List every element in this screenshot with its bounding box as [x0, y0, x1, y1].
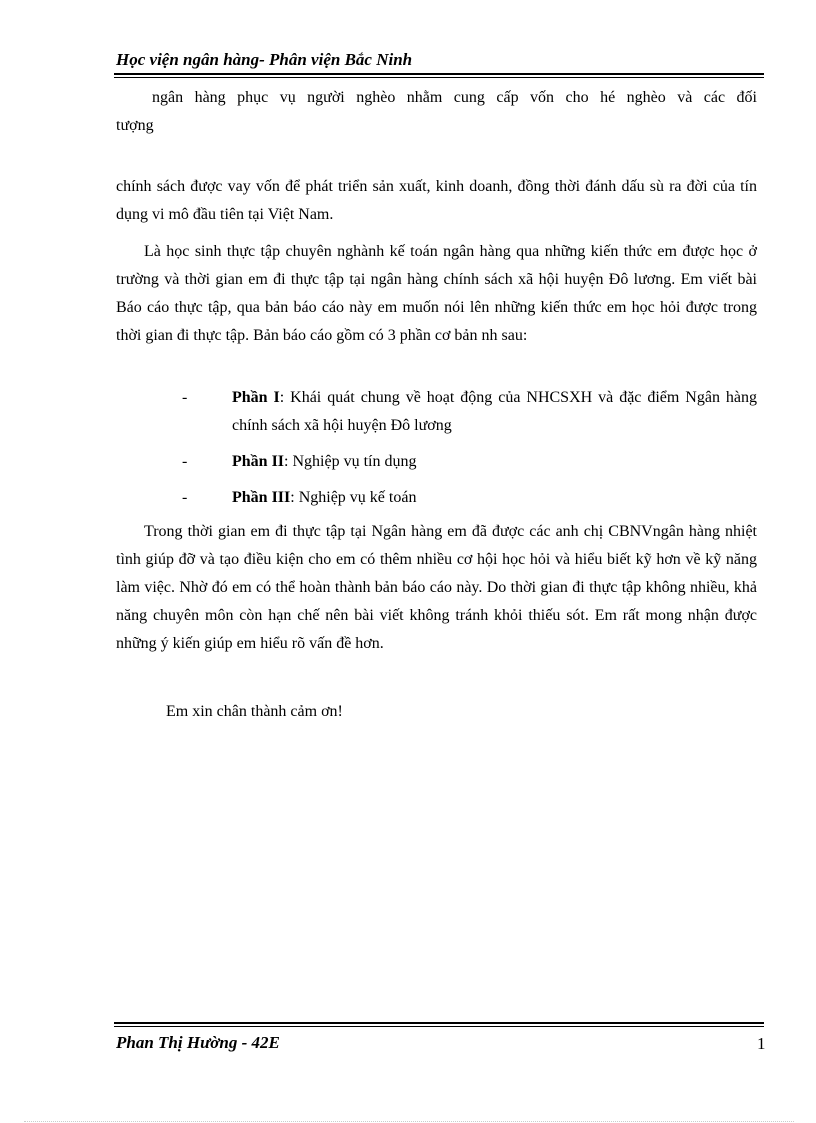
paragraph-3: [116, 238, 757, 350]
paragraph-5: [116, 698, 757, 726]
paragraph-1-line-2: tượng: [116, 117, 154, 134]
paragraph-4: [116, 518, 757, 658]
closing-line: Em xin chân thành cảm ơn!: [166, 703, 343, 720]
paragraph-3-text: Là học sinh thực tập chuyên nghành kế toán ngân hàng qua những kiến thức em được học ở trường và thời gian em đi thực tập tại ngân hàng chính sách xã hội huyện Đô lương. Em viết bài Báo cáo thực tập, qua bản báo cáo này em muốn nói lên những kiến thức em học hỏi được trong thời gian đi thực tập. Bản báo cáo gồm có 3 phần cơ bản nh sau:: [116, 243, 757, 344]
list-dash: -: [182, 453, 188, 470]
list-item-label: Phần III: [232, 489, 291, 506]
footer-rule-thin: [114, 1026, 764, 1027]
paragraph-1: [116, 84, 757, 140]
page-edge-divider: [24, 1121, 794, 1122]
paragraph-2-text: chính sách được vay vốn để phát triển sản xuất, kinh doanh, đồng thời đánh dấu sù ra đời của tín dụng vi mô đầu tiên tại Việt Nam.: [116, 178, 757, 223]
list-item: [116, 448, 757, 476]
footer-author: Phan Thị Hường - 42E: [116, 1033, 280, 1052]
header-rule-thick: [114, 73, 764, 75]
header-rule-thin: [114, 77, 764, 78]
footer-rule-thick: [114, 1022, 764, 1024]
list-dash: -: [182, 489, 188, 506]
list-item: [116, 484, 757, 512]
list-item: [116, 384, 757, 440]
header-title: Học viện ngân hàng- Phân viện Bắc Ninh: [116, 50, 413, 69]
section-list: [116, 384, 757, 520]
list-item-text: : Nghiệp vụ kế toán: [290, 489, 417, 506]
paragraph-2: [116, 173, 757, 229]
paragraph-4-text: Trong thời gian em đi thực tập tại Ngân hàng em đã được các anh chị CBNVngân hàng nhiệt tình giúp đỡ và tạo điều kiện cho em có thêm nhiều cơ hội học hỏi và hiểu biết kỹ hơn về kỹ năng làm việc. Nhờ đó em có thể hoàn thành bản báo cáo này. Do thời gian đi thực tập không nhiều, khả năng chuyên môn còn hạn chế nên bài viết không tránh khỏi thiếu sót. Em rất mong nhận được những ý kiến giúp em hiểu rõ vấn đề hơn.: [116, 523, 757, 652]
paragraph-1-line-1: ngân hàng phục vụ người nghèo nhằm cung cấp vốn cho hé nghèo và các đối: [152, 89, 757, 106]
page-number: 1: [757, 1034, 766, 1053]
list-dash: -: [182, 389, 188, 406]
list-item-text: : Nghiệp vụ tín dụng: [284, 453, 417, 470]
list-item-text: : Khái quát chung về hoạt động của NHCSXH và đặc điểm Ngân hàng chính sách xã hội huyện Đô lương: [232, 389, 758, 434]
list-item-label: Phần I: [232, 389, 280, 406]
list-item-label: Phần II: [232, 453, 285, 470]
